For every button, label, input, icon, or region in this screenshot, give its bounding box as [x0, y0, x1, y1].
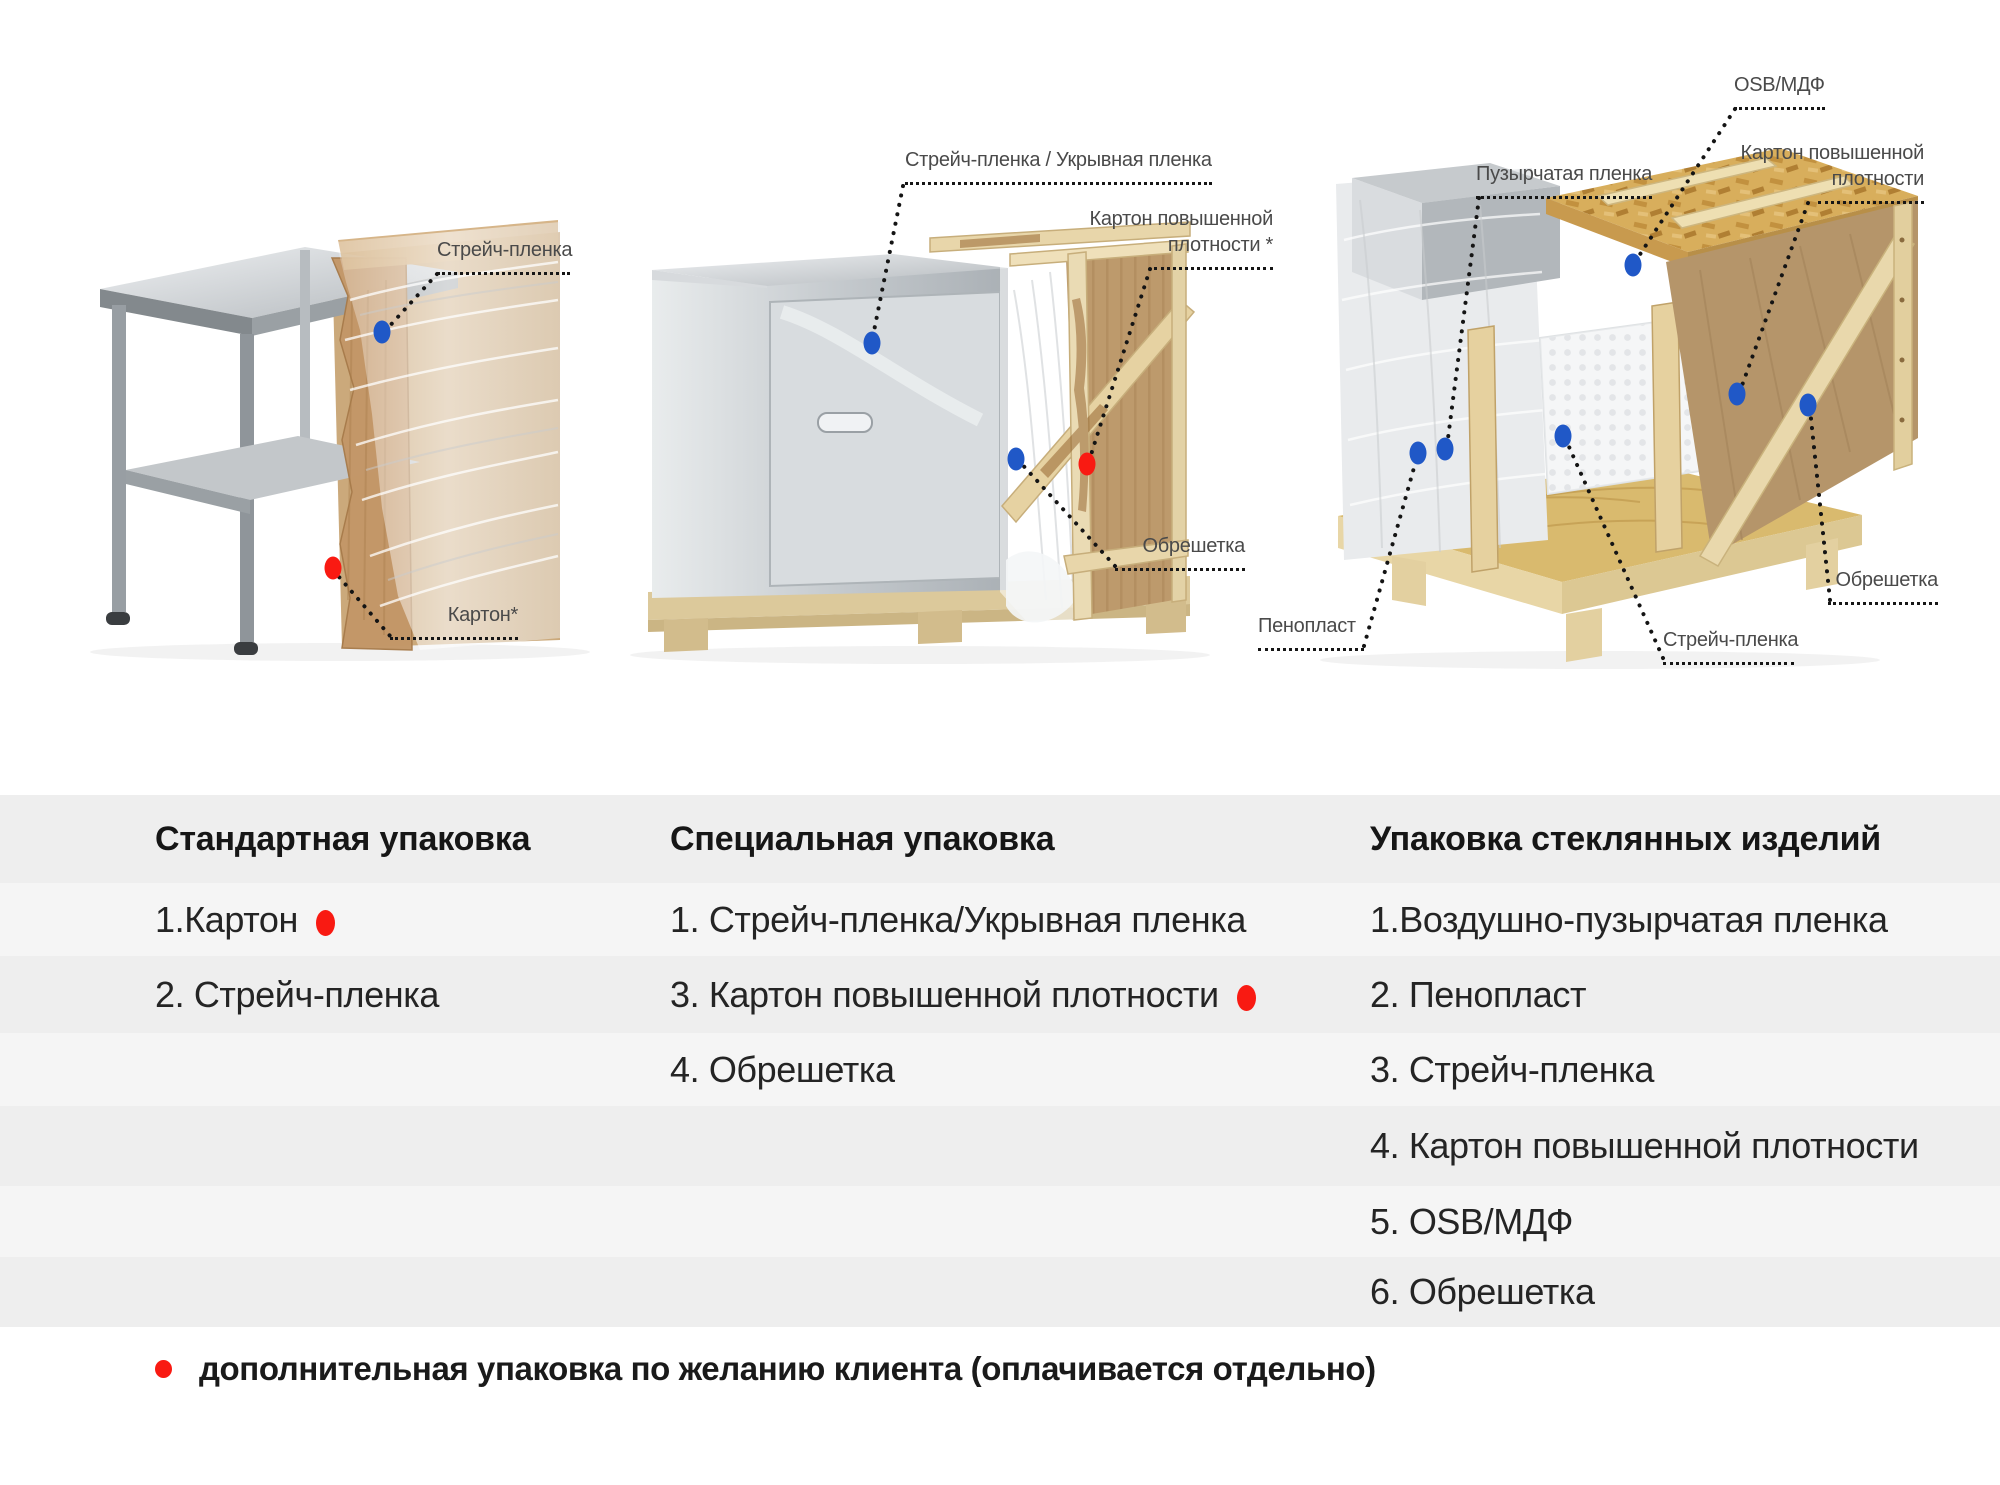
label-stretch-cover-film-special: Стрейч-пленка / Укрывная пленка: [905, 147, 1212, 185]
table-cell: 4. Обрешетка: [670, 1048, 895, 1090]
label-dense-cardboard-special: Картон повышенной плотности *: [1040, 206, 1273, 270]
column-header-glass: Упаковка стеклянных изделий: [1370, 819, 1882, 858]
table-row: [0, 1257, 2000, 1327]
table-row: [0, 1033, 2000, 1106]
table-cell: 5. OSB/МДФ: [1370, 1200, 1574, 1242]
table-cell: 4. Картон повышенной плотности: [1370, 1125, 1919, 1166]
label-foam-glass: Пенопласт: [1258, 613, 1364, 651]
table-row: [0, 883, 2000, 956]
column-header-standard: Стандартная упаковка: [155, 819, 531, 858]
table-cell: 2. Стрейч-пленка: [155, 973, 439, 1015]
label-bubble-film-glass: Пузырчатая пленка: [1476, 161, 1652, 199]
photo-special-packaging: [630, 222, 1210, 664]
table-cell: 1.Воздушно-пузырчатая пленка: [1370, 898, 1888, 940]
label-crate-special: Обрешетка: [1115, 533, 1245, 571]
table-row: [0, 1186, 2000, 1257]
photo-standard-packaging: [90, 220, 590, 661]
red-dot-legend-icon: [155, 1360, 172, 1378]
label-stretch-film-glass: Стрейч-пленка: [1663, 627, 1794, 665]
packaging-table: [0, 795, 2000, 1327]
label-stretch-film-standard: Стрейч-пленка: [437, 237, 570, 275]
column-header-special: Специальная упаковка: [670, 819, 1055, 858]
paid-option-dot: [316, 910, 335, 936]
table-row: [0, 956, 2000, 1033]
paid-option-dot: [1237, 985, 1256, 1011]
label-osb-mdf-glass: OSB/МДФ: [1734, 72, 1825, 110]
table-cell: 3. Стрейч-пленка: [1370, 1048, 1654, 1090]
table-cell: 2. Пенопласт: [1370, 973, 1587, 1015]
table-row: [0, 1106, 2000, 1186]
label-dense-cardboard-glass: Картон повышенной плотности: [1692, 140, 1924, 204]
footnote-text: дополнительная упаковка по желанию клиента (оплачивается отдельно): [199, 1349, 1376, 1387]
table-cell: 6. Обрешетка: [1370, 1271, 1595, 1312]
table-cell: 1.Картон: [155, 899, 670, 941]
label-cardboard-standard: Картон*: [390, 602, 518, 640]
table-cell: 3. Картон повышенной плотности: [670, 974, 1370, 1016]
footnote: [0, 1327, 2000, 1410]
label-crate-glass: Обрешетка: [1828, 567, 1938, 605]
table-header-row: [0, 795, 2000, 883]
table-cell: 1. Стрейч-пленка/Укрывная пленка: [670, 898, 1246, 940]
